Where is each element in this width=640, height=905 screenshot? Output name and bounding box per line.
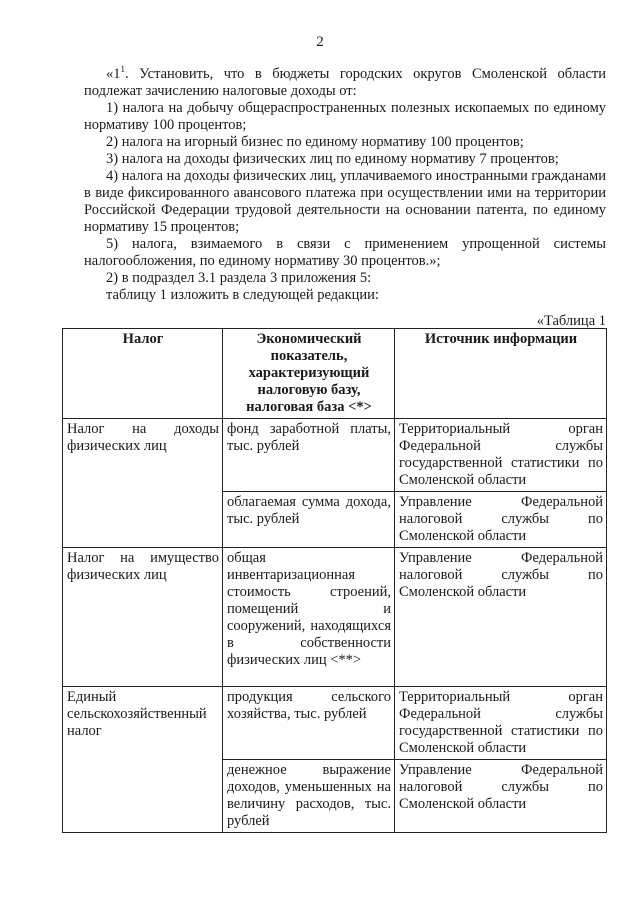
indicator-cell: облагаемая сумма дохода, тыс. рублей — [223, 492, 395, 548]
source-cell: Управление Федеральной налоговой службы по Смоленской области — [395, 548, 607, 687]
list-item: 2) в подраздел 3.1 раздела 3 приложения 5: — [106, 270, 372, 286]
header-indicator: Экономический показатель, характеризующий налоговую базу, налоговая база <*> — [223, 329, 395, 419]
table-caption: «Таблица 1 — [536, 313, 606, 329]
header-tax: Налог — [63, 329, 223, 419]
intro-rest: . Установить, что в бюджеты городских округов Смоленской области подлежат зачислению налоговые доходы от: — [84, 66, 606, 99]
table-row — [63, 687, 607, 760]
intro-superscript: 1 — [120, 64, 125, 75]
table-header-row — [63, 329, 607, 419]
source-cell: Управление Федеральной налоговой службы по Смоленской области — [395, 760, 607, 833]
tax-cell: Единый сельскохозяйственный налог — [63, 687, 223, 833]
tax-cell: Налог на доходы физических лиц — [63, 419, 223, 548]
table-row — [63, 548, 607, 687]
page-number: 2 — [316, 34, 324, 50]
source-cell: Территориальный орган Федеральной службы государственной статистики по Смоленской области — [395, 419, 607, 492]
body-text — [84, 66, 606, 304]
table-row — [63, 419, 607, 492]
header-source: Источник информации — [395, 329, 607, 419]
list-item: 3) налога на доходы физических лиц по единому нормативу 7 процентов; — [106, 151, 559, 167]
intro-prefix: «1 — [106, 66, 121, 82]
source-cell: Управление Федеральной налоговой службы по Смоленской области — [395, 492, 607, 548]
list-item: 2) налога на игорный бизнес по единому нормативу 100 процентов; — [106, 134, 524, 150]
indicator-cell: общая инвентаризационная стоимость строений, помещений и сооружений, находящихся в собственности физических лиц <**> — [223, 548, 395, 687]
list-item: 4) налога на доходы физических лиц, уплачиваемого иностранными гражданами в виде фиксированного авансового платежа при осуществлении ими на территории Российской Федерации трудовой деятельности на основании патента, по единому нормативу 15 процентов; — [84, 168, 606, 235]
list-item: таблицу 1 изложить в следующей редакции: — [106, 287, 379, 303]
indicator-cell: продукция сельского хозяйства, тыс. рублей — [223, 687, 395, 760]
source-cell: Территориальный орган Федеральной службы государственной статистики по Смоленской области — [395, 687, 607, 760]
indicator-cell: денежное выражение доходов, уменьшенных на величину расходов, тыс. рублей — [223, 760, 395, 833]
list-item: 5) налога, взимаемого в связи с применением упрощенной системы налогообложения, по единому нормативу 30 процентов.»; — [84, 236, 606, 269]
tax-cell: Налог на имущество физических лиц — [63, 548, 223, 687]
intro-paragraph — [84, 66, 606, 100]
list-item: 1) налога на добычу общераспространенных полезных ископаемых по единому нормативу 100 процентов; — [84, 100, 606, 133]
indicator-cell: фонд заработной платы, тыс. рублей — [223, 419, 395, 492]
tax-table — [62, 328, 607, 833]
